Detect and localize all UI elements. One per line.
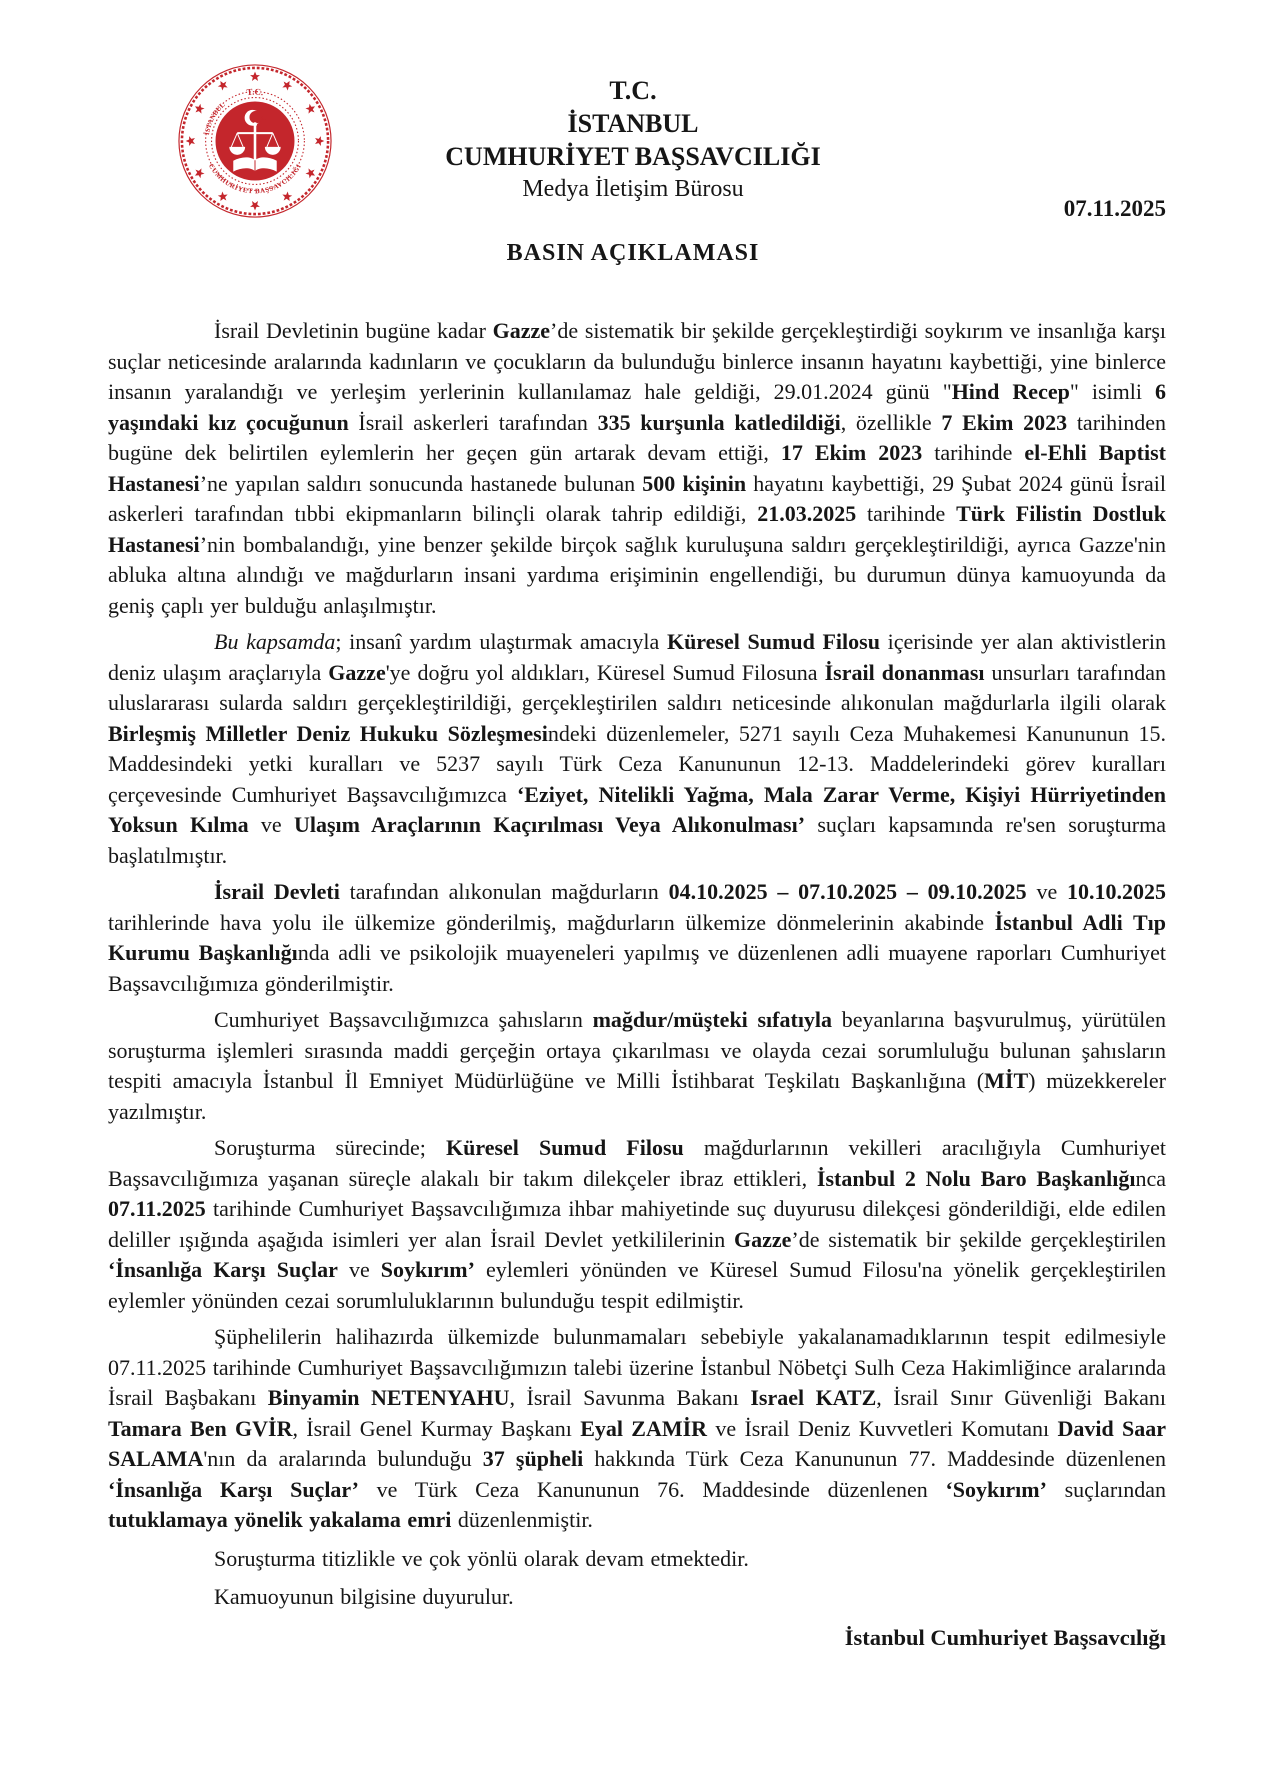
document-body: [108, 316, 1166, 1653]
paragraph: Şüphelilerin halihazırda ülkemizde bulunmamaları sebebiyle yakalanamadıklarının tespit edilmesiyle 07.11.2025 tarihinde Cumhuriyet Başsavcılığımızın talebi üzerine İstanbul Nöbetçi Sulh Ceza Hakimliğince aralarında İsrail Başbakanı Binyamin NETENYAHU, İsrail Savunma Bakanı Israel KATZ, İsrail Sınır Güvenliği Bakanı Tamara Ben GVİR, İsrail Genel Kurmay Başkanı Eyal ZAMİR ve İsrail Deniz Kuvvetleri Komutanı David Saar SALAMA'nın da aralarında bulunduğu 37 şüpheli hakkında Türk Ceza Kanununun 77. Maddesinde düzenlenen ‘İnsanlığa Karşı Suçlar’ ve Türk Ceza Kanununun 76. Maddesinde düzenlenen ‘Soykırım’ suçlarından tutuklamaya yönelik yakalama emri düzenlenmiştir.: [108, 1324, 1167, 1532]
letterhead-city: İSTANBUL: [567, 109, 699, 138]
letterhead-office: CUMHURİYET BAŞSAVCILIĞI: [445, 142, 821, 171]
paragraph: Soruşturma titizlikle ve çok yönlü olarak devam etmektedir.: [214, 1545, 749, 1571]
document-date: 07.11.2025: [1063, 196, 1166, 221]
paragraph: İsrail Devleti tarafından alıkonulan mağdurların 04.10.2025 – 07.10.2025 – 09.10.2025 ve 10.10.2025 tarihlerinde hava yolu ile ülkemize gönderilmiş, mağdurların ülkemize dönmelerinin akabinde İstanbul Adli Tıp Kurumu Başkanlığında adli ve psikolojik muayeneleri yapılmış ve düzenlenen adli muayene raporları Cumhuriyet Başsavcılığımıza gönderilmiştir.: [108, 879, 1167, 996]
signature: İstanbul Cumhuriyet Başsavcılığı: [844, 1624, 1166, 1650]
page-title: BASIN AÇIKLAMASI: [506, 240, 760, 266]
paragraph: Cumhuriyet Başsavcılığımızca şahısların mağdur/müşteki sıfatıyla beyanlarına başvurulmuş, yürütülen soruşturma işlemleri sırasında maddi gerçeğin ortaya çıkarılması ve olayda cezai sorumluluğu bulunan şahısların tespiti amacıyla İstanbul İl Emniyet Müdürlüğüne ve Milli İstihbarat Teşkilatı Başkanlığına (MİT) müzekkereler yazılmıştır.: [108, 1007, 1166, 1124]
paragraph: Bu kapsamda; insanî yardım ulaştırmak amacıyla Küresel Sumud Filosu içerisinde yer alan aktivistlerin deniz ulaşım araçlarıyla Gazze'ye doğru yol aldıkları, Küresel Sumud Filosuna İsrail donanması unsurları tarafından uluslararası sularda saldırı gerçekleştirildiği, gerçekleştirilen saldırı neticesinde alıkonulan mağdurlarla ilgili olarak Birleşmiş Milletler Deniz Hukuku Sözleşmesindeki düzenlemeler, 5271 sayılı Ceza Muhakemesi Kanununun 15. Maddesindeki yetki kuralları ve 5237 sayılı Türk Ceza Kanununun 12-13. Maddelerindeki görev kuralları çerçevesinde Cumhuriyet Başsavcılığımızca ‘Eziyet, Nitelikli Yağma, Mala Zarar Verme, Kişiyi Hürriyetinden Yoksun Kılma ve Ulaşım Araçlarının Kaçırılması Veya Alıkonulması’ suçları kapsamında re'sen soruşturma başlatılmıştır.: [108, 629, 1167, 868]
paragraph: İsrail Devletinin bugüne kadar Gazze’de sistematik bir şekilde gerçekleştirdiği soykırım ve insanlığa karşı suçlar neticesinde aralarında kadınların ve çocukların da bulunduğu binlerce insanın hayatını kaybettiği, yine binlerce insanın yaralandığı ve yerleşim yerlerinin kullanılamaz hale geldiği, 29.01.2024 günü "Hind Recep" isimli 6 yaşındaki kız çocuğunun İsrail askerleri tarafından 335 kurşunla katledildiği, özellikle 7 Ekim 2023 tarihinden bugüne dek belirtilen eylemlerin her geçen gün artarak devam ettiği, 17 Ekim 2023 tarihinde el-Ehli Baptist Hastanesi’ne yapılan saldırı sonucunda hastanede bulunan 500 kişinin hayatını kaybettiği, 29 Şubat 2024 günü İsrail askerleri tarafından tıbbi ekipmanların bilinçli olarak tahrip edildiği, 21.03.2025 tarihinde Türk Filistin Dostluk Hastanesi’nin bombalandığı, yine benzer şekilde birçok sağlık kuruluşuna saldırı gerçekleştirildiği, ayrıca Gazze'nin abluka altına alındığı ve mağdurların insani yardıma erişiminin engellendiği, bu durumun dünya kamuoyunda da geniş çaplı yer bulduğu anlaşılmıştır.: [108, 318, 1167, 618]
letterhead-bureau: Medya İletişim Bürosu: [522, 176, 744, 202]
letterhead: [0, 74, 1266, 206]
letterhead-tc: T.C.: [609, 76, 657, 105]
seal-istanbul-text: İSTANBUL: [203, 101, 227, 136]
seal-tc-text: T.C.: [246, 86, 265, 98]
paragraph: Soruşturma sürecinde; Küresel Sumud Filosu mağdurlarının vekilleri aracılığıyla Cumhuriyet Başsavcılığımıza yaşanan süreçle alakalı bir takım dilekçeler ibraz ettikleri, İstanbul 2 Nolu Baro Başkanlığınca 07.11.2025 tarihinde Cumhuriyet Başsavcılığımıza ihbar mahiyetinde suç duyurusu dilekçesi gönderildiği, elde edilen deliller ışığında aşağıda isimleri yer alan İsrail Devlet yetkililerinin Gazze’de sistematik bir şekilde gerçekleştirilen ‘İnsanlığa Karşı Suçlar ve Soykırım’ eylemleri yönünden ve Küresel Sumud Filosu'na yönelik gerçekleştirilen eylemler yönünden cezai sorumluluklarının bulunduğu tespit edilmiştir.: [108, 1135, 1167, 1313]
seal-cumhuriyet-text: CUMHURİYET BAŞSAVCILIĞI: [206, 162, 304, 196]
paragraph: Kamuoyunun bilgisine duyurulur.: [214, 1584, 514, 1609]
